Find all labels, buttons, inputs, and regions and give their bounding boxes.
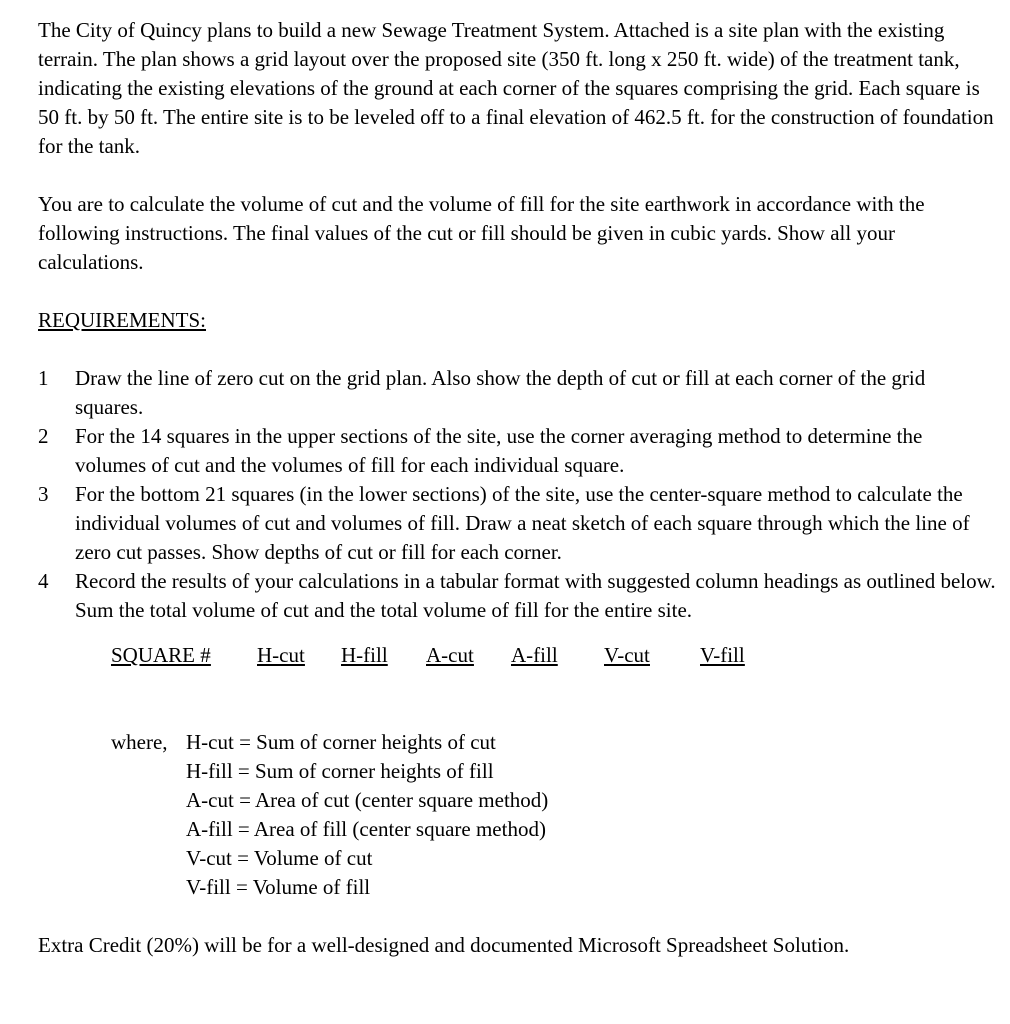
definitions-lead: where, — [111, 730, 168, 754]
column-heading-a-cut: A-cut — [426, 643, 474, 667]
task-paragraph: You are to calculate the volume of cut and the volume of fill for the site earthwork in accordance with the following instructions. The final values of the cut or fill should be given in cubic yards. Show all your calculations. — [38, 192, 925, 274]
definition-a-fill: A-fill = Area of fill (center square method) — [186, 817, 546, 841]
extra-credit-paragraph: Extra Credit (20%) will be for a well-designed and documented Microsoft Spreadsheet Solution. — [38, 933, 850, 957]
column-heading-square: SQUARE # — [111, 643, 211, 667]
definition-v-cut: V-cut = Volume of cut — [186, 846, 373, 870]
definition-row — [111, 757, 998, 786]
requirement-number: 2 — [38, 424, 49, 448]
requirement-number: 3 — [38, 482, 49, 506]
column-heading-h-cut: H-cut — [257, 643, 305, 667]
requirement-item — [38, 364, 998, 422]
requirement-text: Record the results of your calculations in a tabular format with suggested column headings as outlined below. Sum the total volume of cut and the total volume of fill for the entire site. — [75, 569, 996, 622]
definition-row — [111, 786, 998, 815]
requirement-item — [38, 422, 998, 480]
definition-row — [111, 873, 998, 902]
requirement-text: Draw the line of zero cut on the grid plan. Also show the depth of cut or fill at each corner of the grid squares. — [75, 366, 926, 419]
definitions-block — [111, 728, 998, 902]
definition-v-fill: V-fill = Volume of fill — [186, 875, 371, 899]
requirement-item — [38, 567, 998, 625]
requirements-heading: REQUIREMENTS: — [38, 308, 206, 332]
column-heading-a-fill: A-fill — [511, 643, 558, 667]
column-headings — [111, 641, 998, 670]
definition-h-cut: H-cut = Sum of corner heights of cut — [186, 730, 496, 754]
requirement-text: For the bottom 21 squares (in the lower sections) of the site, use the center-square method to calculate the individual volumes of cut and volumes of fill. Draw a neat sketch of each square through which the line of zero cut passes. Show depths of cut or fill for each corner. — [75, 482, 970, 564]
definition-row — [111, 815, 998, 844]
column-heading-h-fill: H-fill — [341, 643, 388, 667]
requirements-list — [38, 364, 998, 625]
requirement-item — [38, 480, 998, 567]
definition-row — [111, 844, 998, 873]
requirement-text: For the 14 squares in the upper sections of the site, use the corner averaging method to determine the volumes of cut and the volumes of fill for each individual square. — [75, 424, 923, 477]
definition-row — [111, 728, 998, 757]
column-heading-v-cut: V-cut — [604, 643, 650, 667]
definition-a-cut: A-cut = Area of cut (center square method) — [186, 788, 549, 812]
assignment-document — [38, 16, 998, 960]
intro-paragraph: The City of Quincy plans to build a new Sewage Treatment System. Attached is a site plan with the existing terrain. The plan shows a grid layout over the proposed site (350 ft. long x 250 ft. wide) of the treatment tank, indicating the existing elevations of the ground at each corner of the squares comprising the grid. Each square is 50 ft. by 50 ft. The entire site is to be leveled off to a final elevation of 462.5 ft. for the construction of foundation for the tank. — [38, 18, 994, 158]
requirement-number: 4 — [38, 569, 49, 593]
definition-h-fill: H-fill = Sum of corner heights of fill — [186, 759, 494, 783]
requirement-number: 1 — [38, 366, 49, 390]
column-heading-v-fill: V-fill — [700, 643, 745, 667]
